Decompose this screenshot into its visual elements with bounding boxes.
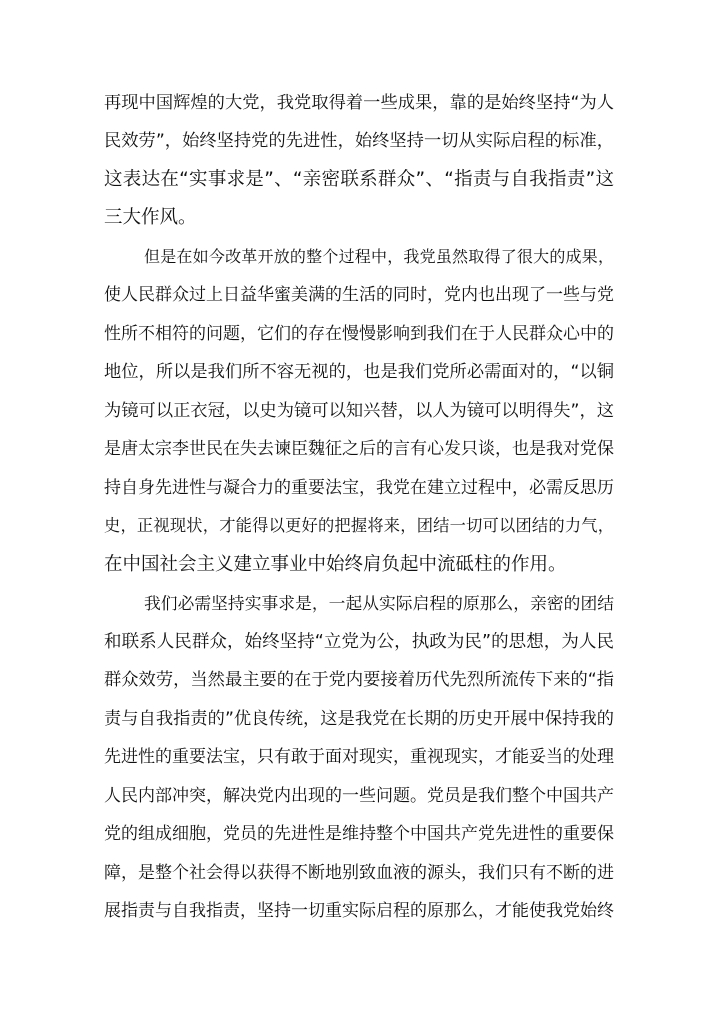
paragraph-first-line: 但是在如今改革开放的整个过程中，我党虽然取得了很大的成果， [144, 247, 614, 266]
text-line: 为镜可以正衣冠，以史为镜可以知兴替，以人为镜可以明得失”，这 [104, 401, 614, 421]
text-line: 障，是整个社会得以获得不断地别致血液的源头，我们只有不断的进 [104, 863, 614, 883]
text-line: 和联系人民群众，始终坚持“立党为公，执政为民”的思想，为人民 [104, 632, 614, 652]
text-line: 持自身先进性与凝合力的重要法宝，我党在建立过程中，必需反思历 [104, 478, 614, 498]
text-line: 责与自我指责的”优良传统，这是我党在长期的历史开展中保持我的 [104, 709, 614, 729]
text-line: 性所不相符的问题，它们的存在慢慢影响到我们在于人民群众心中的 [104, 324, 614, 344]
text-line: 民效劳”，始终坚持党的先进性，始终坚持一切从实际启程的标准， [104, 131, 614, 151]
text-line: 展指责与自我指责，坚持一切重实际启程的原那么，才能使我党始终 [104, 901, 614, 921]
text-line: 人民内部冲突，解决党内出现的一些问题。党员是我们整个中国共产 [104, 786, 614, 806]
text-line: 群众效劳，当然最主要的在于党内要接着历代先烈所流传下来的“指 [104, 670, 614, 690]
text-line: 先进性的重要法宝，只有敢于面对现实，重视现实，才能妥当的处理 [104, 747, 614, 767]
text-line: 是唐太宗李世民在失去谏臣魏征之后的言有心发只谈，也是我对党保 [104, 439, 614, 459]
text-line: 史，正视现状，才能得以更好的把握将来，团结一切可以团结的力气， [104, 516, 614, 535]
paragraph-first-line: 我们必需坚持实事求是，一起从实际启程的原那么，亲密的团结 [144, 593, 614, 613]
text-line: 使人民群众过上日益华蜜美满的生活的同时，党内也出现了一些与党 [104, 285, 614, 305]
text-line: 党的组成细胞，党员的先进性是维持整个中国共产党先进性的重要保 [104, 824, 614, 844]
text-line: 地位，所以是我们所不容无视的，也是我们党所必需面对的，“以铜 [104, 362, 614, 382]
text-line: 再现中国辉煌的大党，我党取得着一些成果，靠的是始终坚持“为人 [104, 93, 614, 113]
text-line: 三大作风。 [104, 207, 197, 228]
text-line: 在中国社会主义建立事业中始终肩负起中流砥柱的作用。 [104, 554, 567, 575]
text-line: 这表达在“实事求是”、“亲密联系群众”、“指责与自我指责”这 [104, 169, 614, 190]
